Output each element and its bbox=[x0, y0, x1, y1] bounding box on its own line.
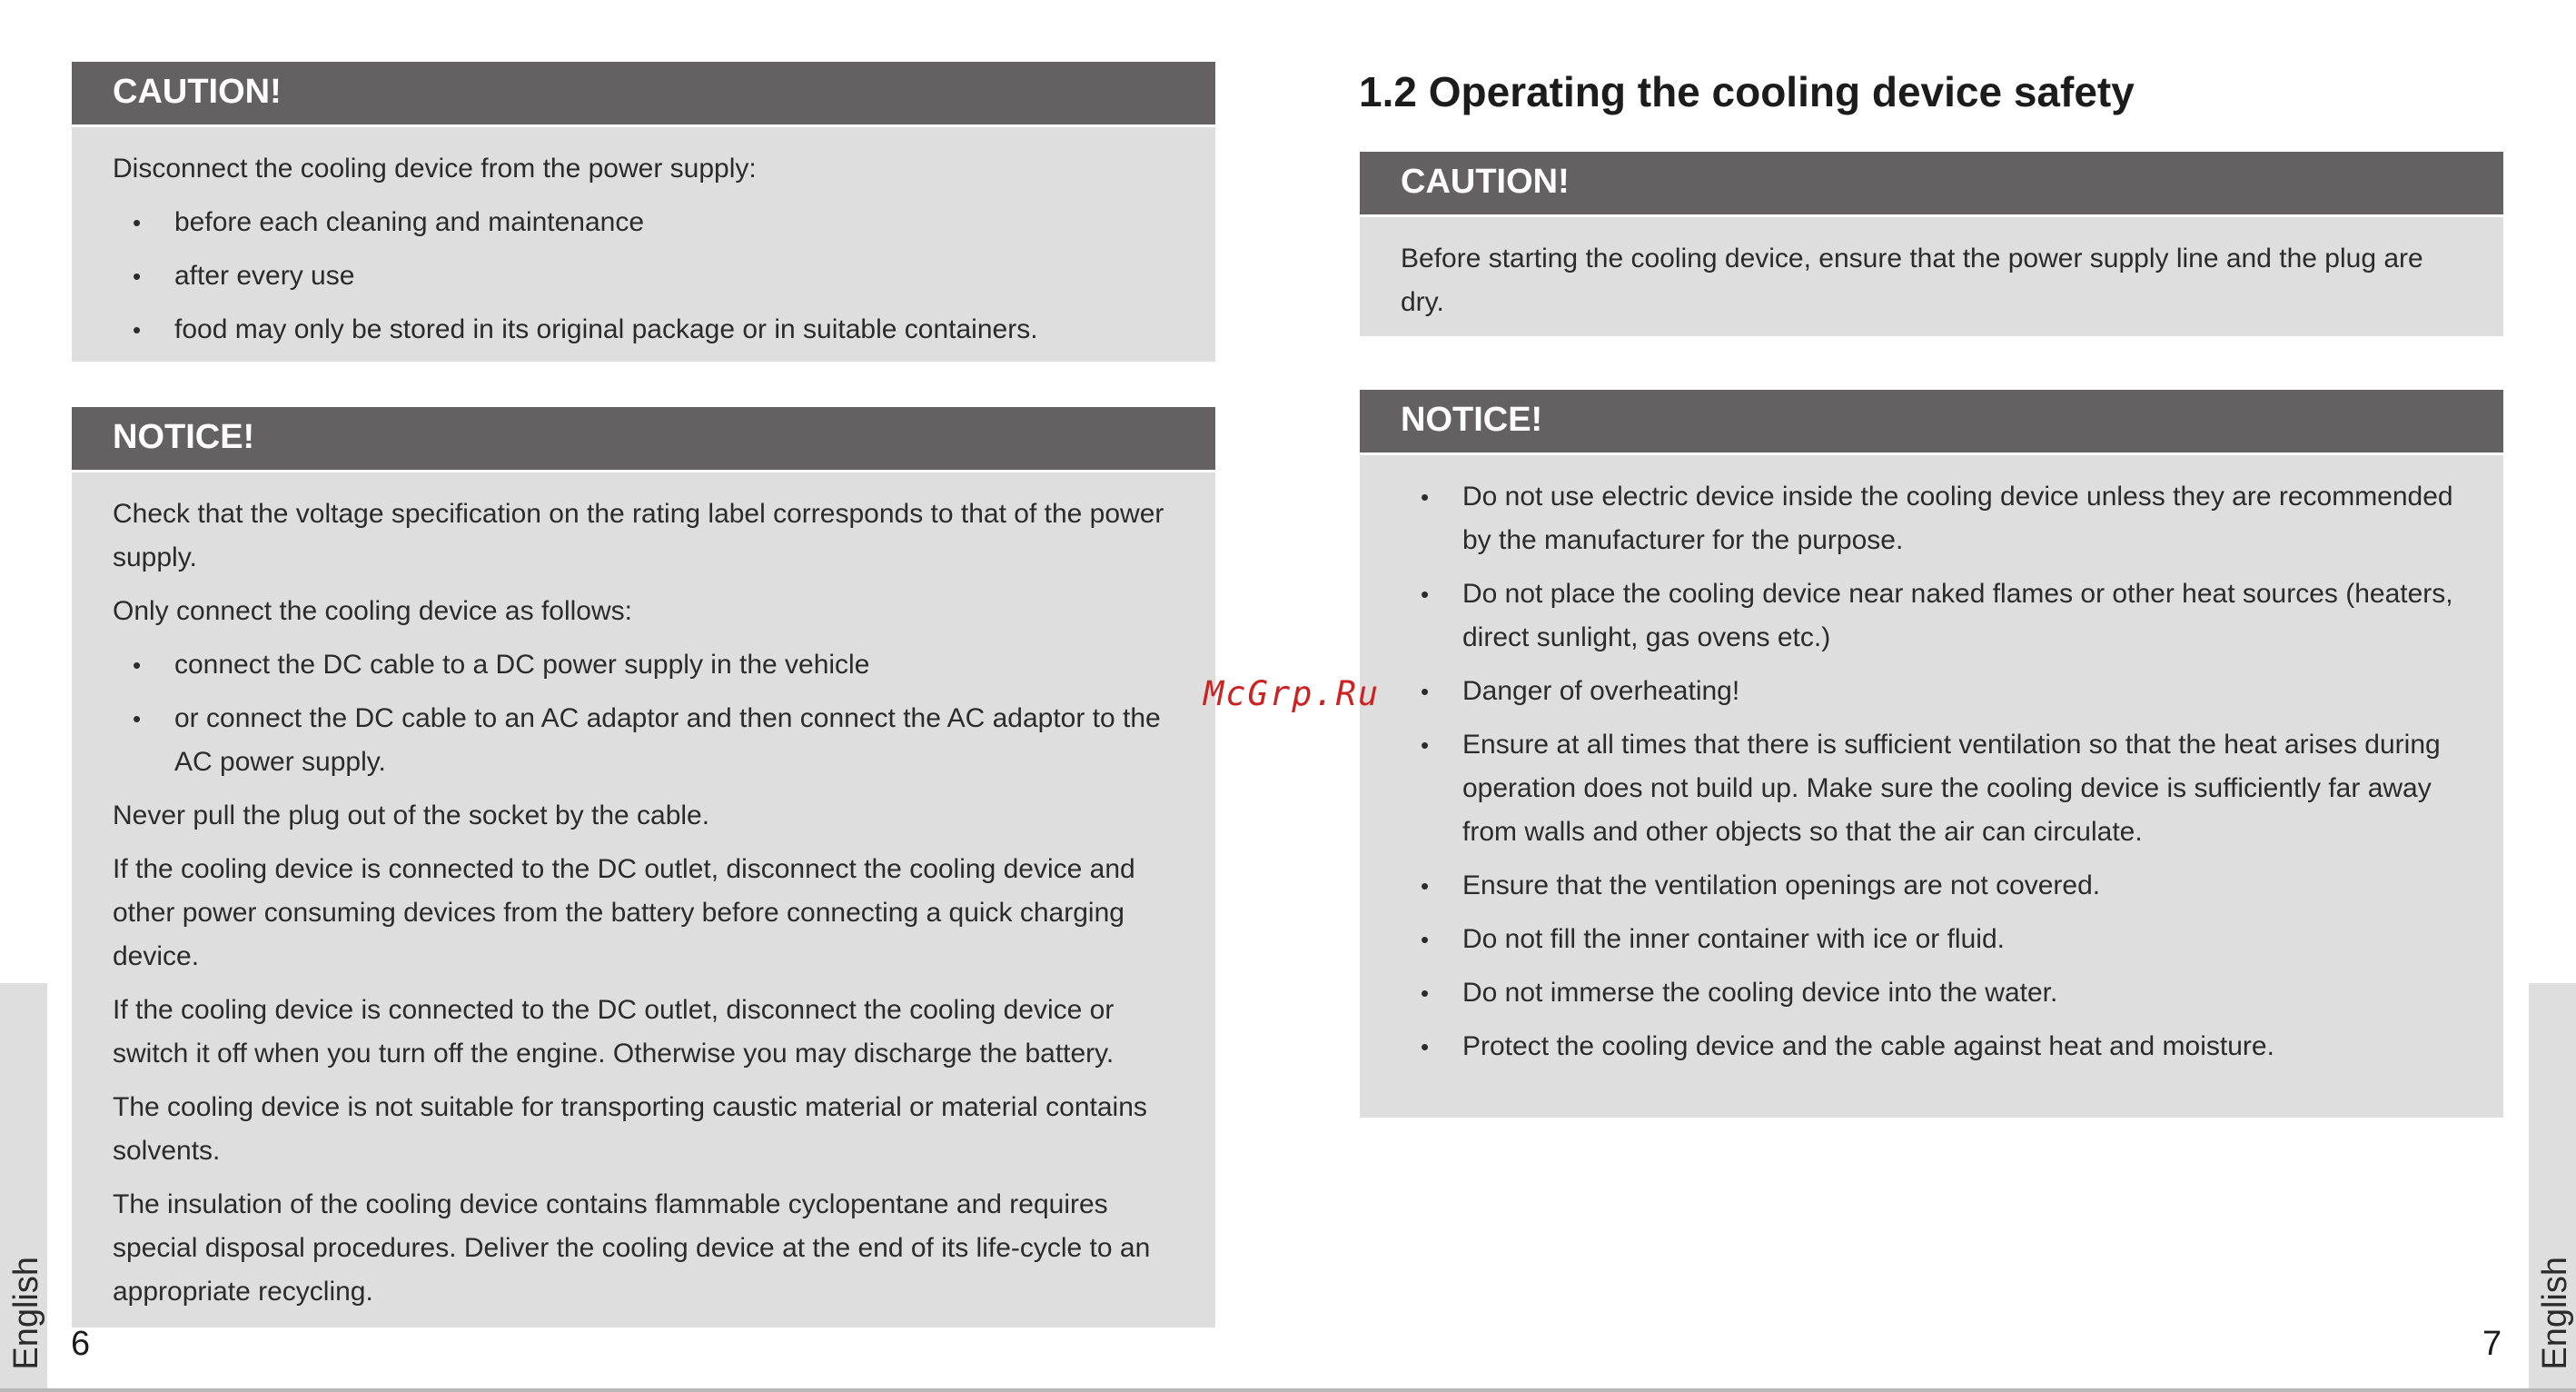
bullet: • bbox=[133, 263, 142, 290]
list-item: • Ensure that the ventilation openings are not covered. bbox=[1401, 864, 2476, 908]
right-notice-box bbox=[1360, 390, 2503, 1118]
list-item: • Protect the cooling device and the cable against heat and moisture. bbox=[1401, 1025, 2476, 1069]
list-item: • before each cleaning and maintenance bbox=[113, 201, 1179, 244]
left-notice-title: NOTICE! bbox=[72, 407, 1215, 472]
bullet: • bbox=[1421, 979, 1430, 1007]
right-page-number: 7 bbox=[2482, 1325, 2502, 1363]
left-notice-p5: If the cooling device is connected to the DC outlet, disconnect the cooling device or switch it off when you turn off the engine. Otherwise you may discharge the battery. bbox=[113, 995, 1115, 1069]
bullet: • bbox=[133, 705, 142, 732]
section-title: 1.2 Operating the cooling device safety bbox=[1359, 68, 2135, 115]
bullet: • bbox=[1421, 926, 1430, 953]
right-notice-body bbox=[1360, 455, 2503, 1118]
left-notice-box bbox=[72, 407, 1215, 1327]
list-item: • Do not use electric device inside the cooling device unless they are recommended by the manufacturer for the purpose. bbox=[1401, 475, 2476, 562]
right-caution-body bbox=[1360, 217, 2503, 336]
right-language-tab bbox=[2529, 983, 2576, 1392]
bullet: • bbox=[1421, 678, 1430, 705]
bullet: • bbox=[1421, 872, 1430, 900]
left-caution-box bbox=[72, 62, 1215, 362]
right-notice-title: NOTICE! bbox=[1360, 390, 2503, 455]
bullet: • bbox=[133, 316, 142, 343]
bullet: • bbox=[1421, 731, 1430, 759]
bullet: • bbox=[1421, 483, 1430, 511]
list-item: • food may only be stored in its original package or in suitable containers. bbox=[113, 308, 1179, 352]
list-item: • Danger of overheating! bbox=[1401, 670, 2476, 713]
left-page-number: 6 bbox=[71, 1325, 91, 1363]
list-item: • Ensure at all times that there is sufficient ventilation so that the heat arises during operation does not build up. Make sure the cooling device is sufficiently far away from walls and other objects so that the air can circulate. bbox=[1401, 723, 2476, 854]
list-item: • after every use bbox=[113, 254, 1179, 298]
bullet: • bbox=[1421, 581, 1430, 608]
left-notice-p4: If the cooling device is connected to the DC outlet, disconnect the cooling device and other power consuming devices from the battery before connecting a quick charging device. bbox=[113, 854, 1135, 971]
left-language-tab bbox=[0, 983, 47, 1392]
left-caution-body bbox=[72, 127, 1215, 362]
left-notice-list bbox=[113, 643, 1179, 784]
right-caution-title: CAUTION! bbox=[1360, 152, 2503, 217]
list-item: • Do not place the cooling device near naked flames or other heat sources (heaters, direct sunlight, gas ovens etc.) bbox=[1401, 572, 2476, 660]
bullet: • bbox=[1421, 1033, 1430, 1060]
left-caution-intro: Disconnect the cooling device from the power supply: bbox=[113, 154, 757, 184]
left-caution-title: CAUTION! bbox=[72, 62, 1215, 127]
left-notice-p7: The insulation of the cooling device contains flammable cyclopentane and requires special disposal procedures. Deliver the cooling device at the end of its life-cycle to an appropriate recycling. bbox=[113, 1189, 1151, 1307]
right-caution-text: Before starting the cooling device, ensure that the power supply line and the plug are dry. bbox=[1401, 244, 2423, 317]
left-notice-p6: The cooling device is not suitable for transporting caustic material or material contains solvents. bbox=[113, 1092, 1147, 1166]
list-item: • or connect the DC cable to an AC adaptor and then connect the AC adaptor to the AC power supply. bbox=[113, 697, 1179, 784]
right-notice-list bbox=[1401, 475, 2476, 1069]
list-item: • connect the DC cable to a DC power supply in the vehicle bbox=[113, 643, 1179, 687]
left-notice-p2: Only connect the cooling device as follows: bbox=[113, 596, 632, 626]
right-language-label: English bbox=[2536, 1257, 2574, 1370]
bullet: • bbox=[133, 209, 142, 236]
right-caution-box bbox=[1360, 152, 2503, 336]
bullet: • bbox=[133, 651, 142, 679]
list-item: • Do not immerse the cooling device into the water. bbox=[1401, 971, 2476, 1015]
watermark: McGrp.Ru bbox=[1204, 674, 1381, 713]
left-language-label: English bbox=[7, 1257, 45, 1370]
left-notice-p1: Check that the voltage specification on the rating label corresponds to that of the power supply. bbox=[113, 499, 1164, 572]
list-item: • Do not fill the inner container with ice or fluid. bbox=[1401, 918, 2476, 961]
left-notice-body bbox=[72, 472, 1215, 1327]
bottom-rule bbox=[0, 1388, 2576, 1392]
left-notice-p3: Never pull the plug out of the socket by the cable. bbox=[113, 800, 710, 830]
left-caution-list bbox=[113, 201, 1179, 352]
